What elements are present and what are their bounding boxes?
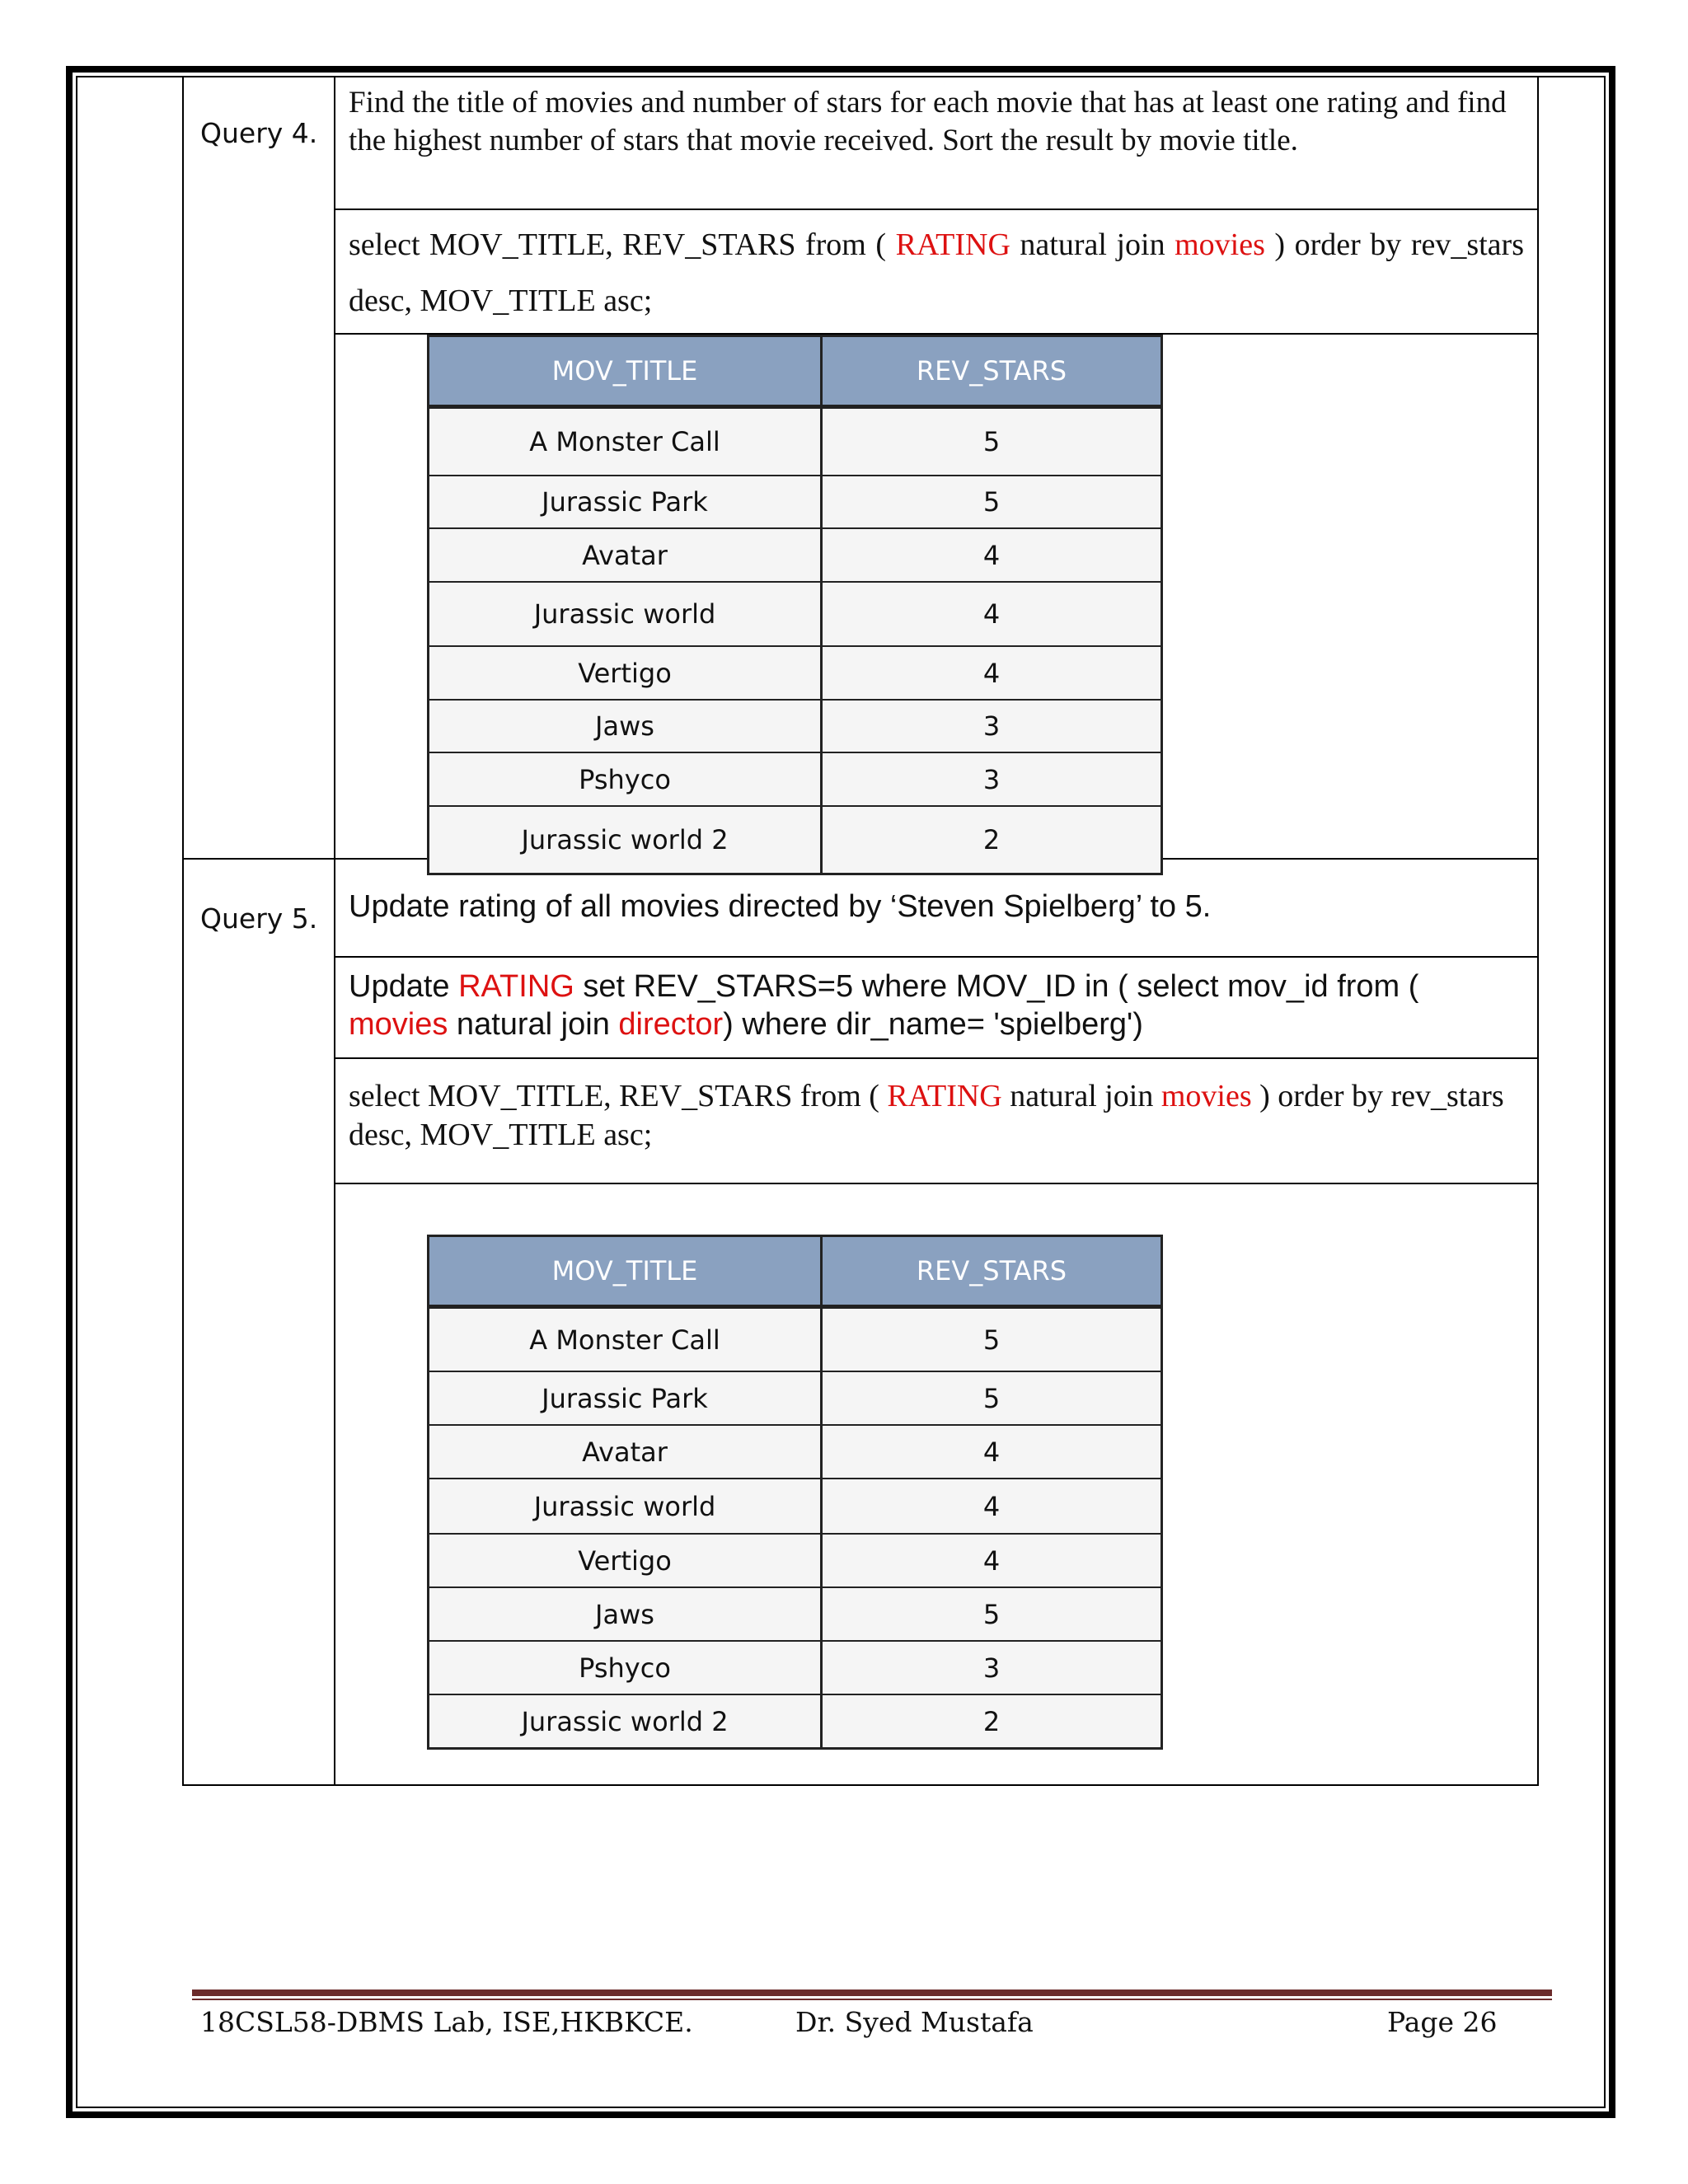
footer-rule — [192, 1990, 1552, 1996]
sql-text: select MOV_TITLE, REV_STARS from ( — [349, 227, 896, 262]
cell-movie-title: Jaws — [429, 1586, 823, 1640]
cell-movie-title: Jurassic world — [429, 581, 823, 645]
table-row — [429, 1533, 1160, 1586]
sql-keyword-director: director — [618, 1007, 724, 1042]
sql-text: natural join — [1010, 227, 1175, 262]
query-4-result-cell — [335, 335, 1537, 858]
table-row — [429, 1307, 1160, 1371]
query-4-sql — [335, 210, 1537, 335]
footer-rule-thin — [192, 1999, 1552, 2000]
footer-author: Dr. Syed Mustafa — [795, 2006, 1034, 2038]
cell-review-stars: 5 — [823, 1586, 1160, 1640]
sql-text: set REV_STARS=5 where MOV_ID in ( select mov_id from ( — [574, 969, 1419, 1004]
cell-movie-title: Avatar — [429, 527, 823, 581]
cell-review-stars: 3 — [823, 699, 1160, 752]
cell-review-stars: 4 — [823, 527, 1160, 581]
cell-review-stars: 4 — [823, 1533, 1160, 1586]
table-row — [429, 1586, 1160, 1640]
column-header: REV_STARS — [823, 337, 1160, 407]
sql-text: select MOV_TITLE, REV_STARS from ( — [349, 1079, 888, 1113]
sql-keyword-movies: movies — [349, 1007, 448, 1042]
query-4-result-table — [427, 335, 1163, 875]
query-5-result-cell — [335, 1184, 1537, 1784]
table-row — [429, 1694, 1160, 1747]
cell-movie-title: Jurassic Park — [429, 475, 823, 527]
query-table — [182, 76, 1539, 1786]
query-4-label-cell — [184, 76, 335, 858]
sql-keyword-movies: movies — [1160, 1079, 1252, 1113]
table-row — [429, 1371, 1160, 1424]
query-5-result-table — [427, 1235, 1163, 1750]
sql-keyword-rating: RATING — [458, 969, 574, 1004]
table-row — [429, 699, 1160, 752]
cell-review-stars: 4 — [823, 645, 1160, 699]
query-4-row — [182, 76, 1539, 860]
query-5-row — [182, 860, 1539, 1786]
table-row — [429, 645, 1160, 699]
sql-text: natural join — [1001, 1079, 1161, 1113]
query-5-body — [335, 860, 1537, 1784]
cell-movie-title: Pshyco — [429, 1640, 823, 1694]
cell-movie-title: Vertigo — [429, 645, 823, 699]
query-4-label: Query 4. — [200, 117, 318, 149]
query-5-label: Query 5. — [200, 902, 318, 935]
cell-review-stars: 4 — [823, 581, 1160, 645]
table-header-row — [429, 337, 1160, 407]
cell-movie-title: Avatar — [429, 1424, 823, 1478]
sql-text: Update — [349, 969, 459, 1004]
column-header: MOV_TITLE — [429, 337, 823, 407]
sql-keyword-movies: movies — [1175, 227, 1265, 262]
footer-course: 18CSL58-DBMS Lab, ISE,HKBKCE. — [200, 2006, 693, 2038]
sql-text: ) where dir_name= 'spielberg') — [723, 1007, 1143, 1042]
table-row — [429, 581, 1160, 645]
table-row — [429, 1640, 1160, 1694]
cell-movie-title: Jurassic world 2 — [429, 805, 823, 873]
cell-movie-title: Jurassic world 2 — [429, 1694, 823, 1747]
sql-text: ) order by rev_stars desc, MOV_TITLE asc; — [349, 1079, 1504, 1152]
cell-movie-title: Jurassic world — [429, 1478, 823, 1533]
sql-text: ) order by rev_stars desc, MOV_TITLE asc; — [349, 227, 1524, 318]
cell-review-stars: 5 — [823, 1307, 1160, 1371]
query-5-label-cell — [184, 860, 335, 1784]
table-header-row — [429, 1237, 1160, 1307]
sql-text: natural join — [448, 1007, 619, 1042]
query-5-update-sql — [335, 958, 1537, 1059]
table-row — [429, 752, 1160, 805]
cell-movie-title: A Monster Call — [429, 1307, 823, 1371]
table-row — [429, 475, 1160, 527]
cell-review-stars: 5 — [823, 407, 1160, 475]
cell-movie-title: Vertigo — [429, 1533, 823, 1586]
cell-review-stars: 4 — [823, 1424, 1160, 1478]
cell-movie-title: Pshyco — [429, 752, 823, 805]
column-header: MOV_TITLE — [429, 1237, 823, 1307]
cell-review-stars: 2 — [823, 1694, 1160, 1747]
query-4-body — [335, 76, 1537, 858]
sql-keyword-rating: RATING — [887, 1079, 1002, 1113]
query-4-description: Find the title of movies and number of stars for each movie that has at least one rating and find the highest number of stars that movie received. Sort the result by movie title. — [335, 76, 1537, 210]
query-5-select-sql — [335, 1059, 1537, 1184]
cell-review-stars: 3 — [823, 752, 1160, 805]
cell-movie-title: Jaws — [429, 699, 823, 752]
table-row — [429, 407, 1160, 475]
cell-movie-title: Jurassic Park — [429, 1371, 823, 1424]
cell-movie-title: A Monster Call — [429, 407, 823, 475]
cell-review-stars: 5 — [823, 475, 1160, 527]
cell-review-stars: 5 — [823, 1371, 1160, 1424]
query-5-description: Update rating of all movies directed by ‘Steven Spielberg’ to 5. — [335, 860, 1537, 958]
cell-review-stars: 2 — [823, 805, 1160, 873]
footer-page-number: Page 26 — [1387, 2006, 1498, 2038]
table-row — [429, 527, 1160, 581]
column-header: REV_STARS — [823, 1237, 1160, 1307]
table-row — [429, 1424, 1160, 1478]
cell-review-stars: 3 — [823, 1640, 1160, 1694]
table-row — [429, 1478, 1160, 1533]
cell-review-stars: 4 — [823, 1478, 1160, 1533]
sql-keyword-rating: RATING — [895, 227, 1010, 262]
